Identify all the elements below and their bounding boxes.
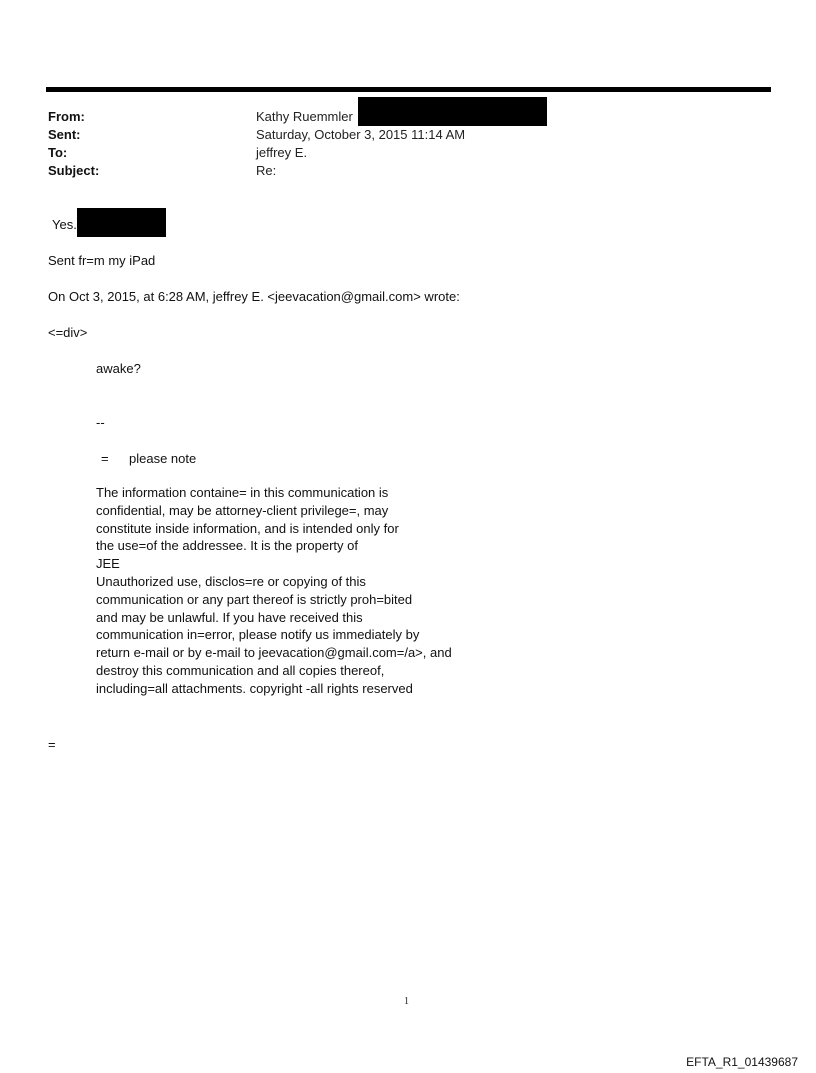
disclaimer-line: the use=of the addressee. It is the property of <box>96 538 358 554</box>
to-value: jeffrey E. <box>256 145 308 160</box>
from-label: From: <box>48 109 85 124</box>
disclaimer-line: including=all attachments. copyright -all rights reserved <box>96 680 413 696</box>
note-text: please note <box>129 451 197 466</box>
subject-value: Re: <box>256 163 277 178</box>
sent-value: Saturday, October 3, 2015 11:14 AM <box>256 127 466 142</box>
disclaimer-line: and may be unlawful. If you have received this <box>96 609 363 625</box>
header-rule <box>46 87 771 92</box>
disclaimer-line: constitute inside information, and is intended only for <box>96 520 399 536</box>
signature-text: Sent fr=m my iPad <box>48 253 156 268</box>
from-value: Kathy Ruemmler <box>256 109 353 124</box>
disclaimer-line: Unauthorized use, disclos=re or copying of this <box>96 573 366 589</box>
reply-text: Yes. <box>52 217 77 232</box>
separator-text: -- <box>96 415 105 430</box>
disclaimer-line: communication or any part thereof is strictly proh=bited <box>96 591 413 607</box>
page-number: 1 <box>404 996 409 1007</box>
to-label: To: <box>48 145 68 160</box>
redaction-block <box>358 97 547 126</box>
disclaimer-line: return e-mail or by e-mail to jeevacation@gmail.com=/a>, and <box>96 645 452 661</box>
redaction-block <box>77 208 166 237</box>
document-id: EFTA_R1_01439687 <box>686 1055 798 1069</box>
disclaimer-block <box>96 484 452 698</box>
subject-label: Subject: <box>48 163 100 178</box>
trailing-text: = <box>48 737 56 752</box>
disclaimer-line: JEE <box>96 556 120 572</box>
quoted-message: awake? <box>96 361 141 376</box>
disclaimer-line: communication in=error, please notify us immediately by <box>96 627 420 643</box>
div-tag-text: <=div> <box>48 325 88 340</box>
disclaimer-line: confidential, may be attorney-client privilege=, may <box>96 502 389 518</box>
sent-label: Sent: <box>48 127 81 142</box>
note-bullet: = <box>101 451 109 466</box>
disclaimer-line: destroy this communication and all copies thereof, <box>96 662 385 678</box>
disclaimer-line: The information containe= in this communication is <box>96 485 389 500</box>
quote-intro: On Oct 3, 2015, at 6:28 AM, jeffrey E. <jeevacation@gmail.com> wrote: <box>48 289 460 304</box>
